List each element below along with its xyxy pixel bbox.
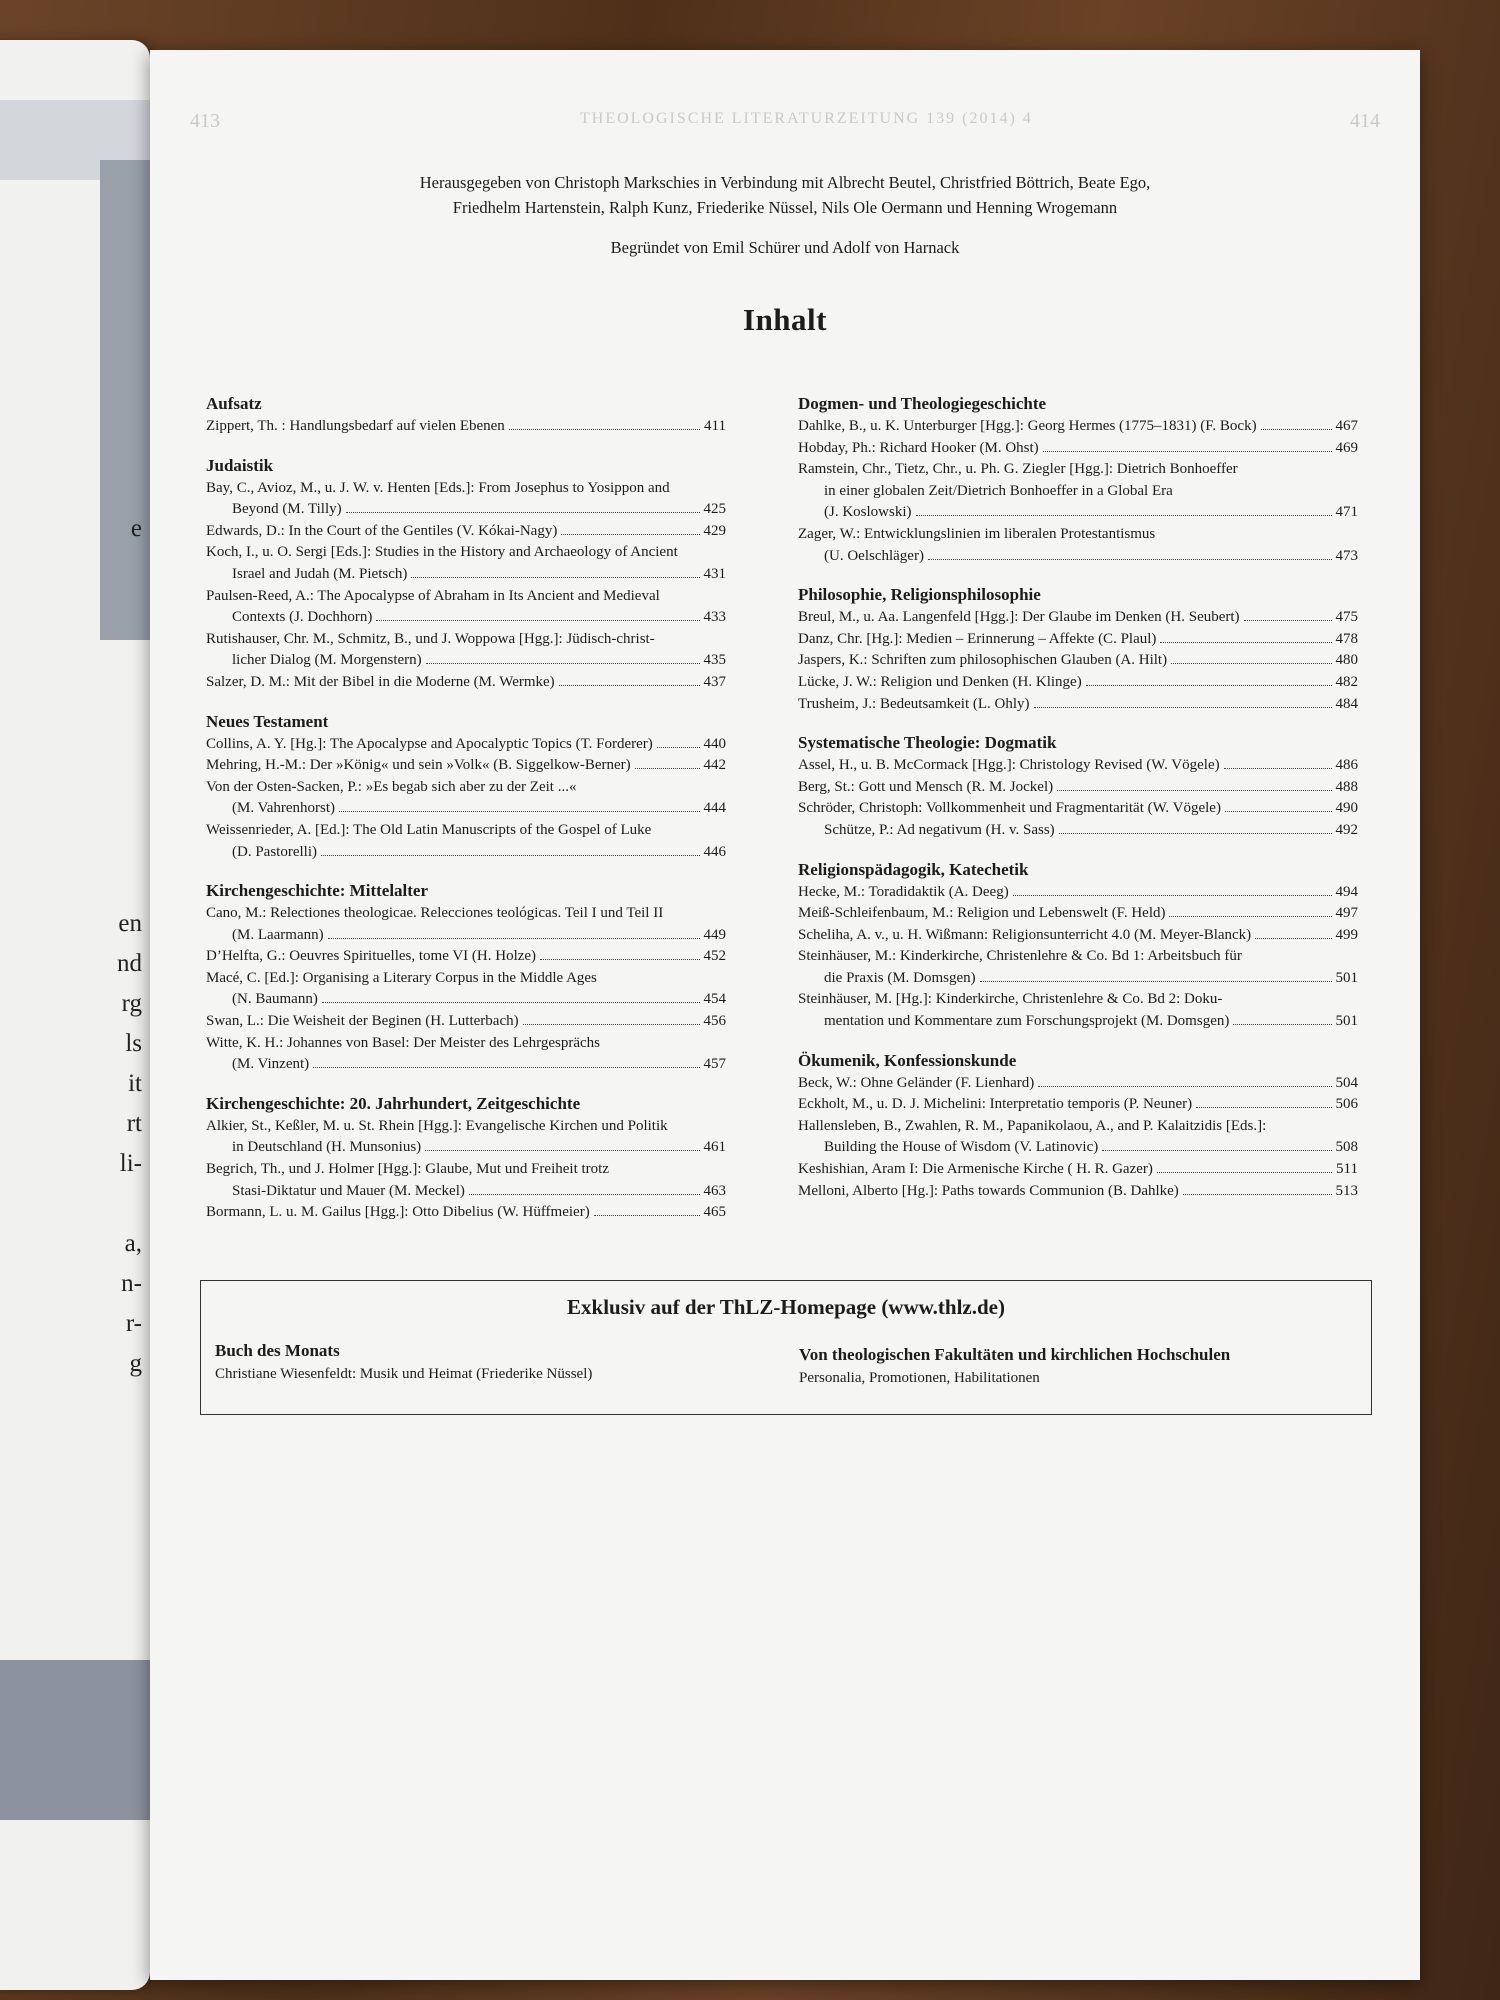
page-number: 473 — [1335, 547, 1358, 564]
dot-leader — [321, 855, 700, 856]
page-number: 471 — [1335, 504, 1358, 521]
toc-entry — [798, 1181, 1358, 1203]
toc-entry — [206, 1202, 726, 1224]
left-page-text-fragment: rt — [126, 1110, 142, 1137]
toc-entry-line — [798, 925, 1358, 947]
dot-leader — [1034, 707, 1332, 708]
left-page-gray-band — [0, 1660, 150, 1820]
dot-leader — [635, 768, 700, 769]
toc-entry-line — [206, 925, 726, 947]
toc-entry-line — [798, 755, 1358, 777]
entry-text: Breul, M., u. Aa. Langenfeld [Hgg.]: Der Glaube im Denken (H. Seubert) — [798, 609, 1240, 626]
toc-entry — [798, 820, 1358, 842]
entry-text: Hecke, M.: Toradidaktik (A. Deeg) — [798, 883, 1009, 900]
toc-entry-line — [798, 903, 1358, 925]
toc-left-column — [206, 392, 726, 1240]
page-number: 435 — [703, 652, 726, 669]
toc-entry — [206, 1033, 726, 1076]
toc-entry-line — [798, 694, 1358, 716]
exclusive-online-box — [200, 1280, 1372, 1415]
faculties-news-heading: Von theologischen Fakultäten und kirchlichen Hochschulen — [799, 1345, 1231, 1364]
page-number: 465 — [703, 1204, 726, 1221]
toc-entry-line: Paulsen-Reed, A.: The Apocalypse of Abraham in Its Ancient and Medieval — [206, 587, 660, 604]
dot-leader — [1261, 429, 1332, 430]
book-of-month-text: Christiane Wiesenfeldt: Musik und Heimat (Friederike Nüssel) — [215, 1366, 593, 1382]
toc-entry-line: Weissenrieder, A. [Ed.]: The Old Latin Manuscripts of the Gospel of Luke — [206, 821, 652, 838]
section-heading: Kirchengeschichte: Mittelalter — [206, 881, 429, 901]
toc-entry-line — [206, 564, 726, 586]
entry-text: Bormann, L. u. M. Gailus [Hgg.]: Otto Dibelius (W. Hüffmeier) — [206, 1204, 590, 1221]
dot-leader — [559, 685, 700, 686]
dot-leader — [1183, 1194, 1332, 1195]
dot-leader — [1059, 833, 1332, 834]
toc-section — [206, 454, 726, 694]
page-number: 480 — [1335, 652, 1358, 669]
dot-leader — [1057, 790, 1331, 791]
page-number: 499 — [1335, 926, 1358, 943]
dot-leader — [1013, 895, 1332, 896]
page-number: 454 — [703, 991, 726, 1008]
entry-text: Collins, A. Y. [Hg.]: The Apocalypse and Apocalyptic Topics (T. Forderer) — [206, 735, 653, 752]
page-number: 497 — [1335, 905, 1358, 922]
entry-text: (M. Vahrenhorst) — [232, 800, 336, 817]
page-number: 456 — [703, 1013, 726, 1030]
toc-entry — [206, 903, 726, 946]
page-number: 461 — [703, 1139, 726, 1156]
toc-entry-line — [798, 1159, 1358, 1181]
dot-leader — [1255, 938, 1331, 939]
toc-entry-line — [798, 629, 1358, 651]
page-number: 492 — [1335, 821, 1358, 838]
section-heading: Ökumenik, Konfessionskunde — [798, 1050, 1017, 1070]
book-of-month-heading: Buch des Monats — [215, 1341, 340, 1360]
toc-entry — [798, 438, 1358, 460]
toc-entry-line — [798, 1094, 1358, 1116]
toc-entry-line: Begrich, Th., und J. Holmer [Hgg.]: Glaube, Mut und Freiheit trotz — [206, 1161, 609, 1178]
toc-entry — [798, 416, 1358, 438]
toc-entry-line: Cano, M.: Relectiones theologicae. Relecciones teológicas. Teil I und Teil II — [206, 905, 664, 922]
entry-text: Lücke, J. W.: Religion und Denken (H. Klinge) — [798, 673, 1082, 690]
toc-entry — [206, 734, 726, 756]
entry-text: Dahlke, B., u. K. Unterburger [Hgg.]: Georg Hermes (1775–1831) (F. Bock) — [798, 418, 1257, 434]
faculties-news-text: Personalia, Promotionen, Habilitationen — [799, 1370, 1040, 1386]
page-number: 504 — [1335, 1074, 1358, 1091]
dot-leader — [411, 577, 699, 578]
toc-entry-line: in einer globalen Zeit/Dietrich Bonhoeffer in a Global Era — [824, 482, 1173, 499]
entry-text: Beyond (M. Tilly) — [232, 501, 342, 518]
toc-entry-line: Witte, K. H.: Johannes von Basel: Der Meister des Lehrgesprächs — [206, 1034, 601, 1051]
left-page-gray-band — [100, 160, 150, 640]
toc-entry — [206, 478, 726, 521]
dot-leader — [540, 959, 699, 960]
toc-entry-line: Steinhäuser, M. [Hg.]: Kinderkirche, Christenlehre & Co. Bd 2: Doku- — [798, 991, 1223, 1008]
toc-entry-line — [206, 521, 726, 543]
entry-text: (J. Koslowski) — [824, 504, 912, 521]
section-heading: Kirchengeschichte: 20. Jahrhundert, Zeitgeschichte — [206, 1093, 581, 1113]
dot-leader — [980, 981, 1332, 982]
toc-entry — [798, 798, 1358, 820]
page-number: 501 — [1335, 1013, 1358, 1030]
dot-leader — [1038, 1086, 1331, 1087]
toc-section — [798, 731, 1358, 841]
page-title: Inhalt — [743, 302, 827, 337]
entry-text: Beck, W.: Ohne Geländer (F. Lienhard) — [798, 1074, 1035, 1091]
entry-text: Schütze, P.: Ad negativum (H. v. Sass) — [824, 821, 1055, 838]
dot-leader — [469, 1194, 700, 1195]
page-number: 444 — [703, 800, 726, 817]
toc-entry — [206, 1116, 726, 1159]
dot-leader — [1196, 1107, 1331, 1108]
toc-entry-line — [206, 1011, 726, 1033]
page-number: 484 — [1335, 695, 1358, 712]
toc-entry — [798, 925, 1358, 947]
left-page-text-fragment: nd — [117, 950, 142, 977]
toc-entry-line — [798, 546, 1358, 568]
entry-text: (D. Pastorelli) — [232, 843, 317, 860]
toc-entry-line — [206, 650, 726, 672]
entry-text: Meiß-Schleifenbaum, M.: Religion und Lebenswelt (F. Held) — [798, 905, 1166, 922]
toc-entry — [798, 1073, 1358, 1095]
toc-entry-line — [798, 820, 1358, 842]
toc-entry-line: Koch, I., u. O. Sergi [Eds.]: Studies in the History and Archaeology of Ancient — [206, 544, 678, 561]
section-heading: Systematische Theologie: Dogmatik — [798, 733, 1057, 753]
toc-entry-line — [798, 438, 1358, 460]
entry-text: Swan, L.: Die Weisheit der Beginen (H. Lutterbach) — [206, 1013, 519, 1030]
section-heading: Dogmen- und Theologiegeschichte — [798, 394, 1047, 413]
entry-text: Eckholt, M., u. D. J. Michelini: Interpretatio temporis (P. Neuner) — [798, 1096, 1193, 1113]
dot-leader — [426, 663, 700, 664]
toc-entry-line — [206, 842, 726, 864]
section-heading: Judaistik — [206, 455, 274, 475]
toc-entry — [798, 882, 1358, 904]
section-heading: Aufsatz — [206, 394, 262, 413]
toc-entry-line: Von der Osten-Sacken, P.: »Es begab sich aber zu der Zeit ...« — [206, 778, 577, 795]
toc-entry-line — [206, 946, 726, 968]
toc-entry-line — [798, 416, 1358, 438]
toc-entry — [798, 607, 1358, 629]
entry-text: (U. Oelschläger) — [824, 547, 924, 564]
page-number: 490 — [1335, 800, 1358, 817]
dot-leader — [594, 1215, 700, 1216]
toc-entry — [206, 542, 726, 585]
show-through-running-header: THEOLOGISCHE LITERATURZEITUNG 139 (2014) 4 — [580, 110, 1033, 127]
dot-leader — [339, 811, 699, 812]
entry-text: Building the House of Wisdom (V. Latinovic) — [824, 1139, 1099, 1156]
founders-statement: Begründet von Emil Schürer und Adolf von Harnack — [610, 238, 960, 257]
toc-entry-line — [798, 882, 1358, 904]
toc-entry — [798, 946, 1358, 989]
entry-text: Melloni, Alberto [Hg.]: Paths towards Communion (B. Dahlke) — [798, 1182, 1179, 1199]
entry-text: Mehring, H.-M.: Der »König« und sein »Volk« (B. Siggelkow-Berner) — [206, 757, 631, 774]
toc-entry — [206, 946, 726, 968]
toc-entry-line — [798, 650, 1358, 672]
toc-entry-line: Alkier, St., Keßler, M. u. St. Rhein [Hgg.]: Evangelische Kirchen und Politik — [206, 1117, 668, 1134]
dot-leader — [1157, 1172, 1332, 1173]
toc-entry-line — [206, 989, 726, 1011]
page-number: 433 — [703, 609, 726, 626]
left-page-text-fragment: li- — [119, 1150, 142, 1177]
entry-text: Scheliha, A. v., u. H. Wißmann: Religionsunterricht 4.0 (M. Meyer-Blanck) — [798, 926, 1252, 943]
dot-leader — [1225, 811, 1332, 812]
toc-entry — [798, 989, 1358, 1032]
dot-leader — [376, 620, 699, 621]
toc-entry-line: Steinhäuser, M.: Kinderkirche, Christenlehre & Co. Bd 1: Arbeitsbuch für — [798, 948, 1242, 965]
dot-leader — [1169, 916, 1331, 917]
dot-leader — [328, 938, 700, 939]
page-number: 486 — [1335, 757, 1358, 774]
toc-entry — [206, 777, 726, 820]
toc-entry — [798, 459, 1358, 524]
toc-entry-line: Rutishauser, Chr. M., Schmitz, B., und J. Woppowa [Hgg.]: Jüdisch-christ- — [206, 630, 655, 647]
toc-entry-line — [206, 416, 726, 438]
page-number: 506 — [1335, 1096, 1358, 1113]
editors-line: Herausgegeben von Christoph Markschies in Verbindung mit Albrecht Beutel, Christfried Böttrich, Beate Ego, — [419, 173, 1151, 192]
toc-entry — [798, 524, 1358, 567]
show-through-page-number: 413 — [190, 110, 220, 132]
dot-leader — [346, 512, 700, 513]
page-number: 429 — [703, 522, 726, 539]
left-page-text-fragment: it — [128, 1070, 142, 1097]
toc-entry — [798, 903, 1358, 925]
left-page-text-fragment: n- — [121, 1270, 142, 1297]
entry-text: die Praxis (M. Domsgen) — [824, 969, 976, 986]
dot-leader — [1086, 685, 1332, 686]
page-number: 440 — [703, 735, 726, 752]
toc-section — [206, 879, 726, 1076]
toc-entry — [206, 416, 726, 438]
toc-right-column — [798, 392, 1358, 1218]
toc-entry-line — [798, 1137, 1358, 1159]
entry-text: licher Dialog (M. Morgenstern) — [232, 652, 422, 669]
entry-text: D’Helfta, G.: Oeuvres Spirituelles, tome VI (H. Holze) — [206, 948, 537, 965]
toc-entry-line — [206, 1137, 726, 1159]
page-number: 463 — [703, 1182, 726, 1199]
toc-section — [798, 1049, 1358, 1203]
dot-leader — [657, 747, 700, 748]
page-number: 469 — [1335, 439, 1358, 456]
dot-leader — [1233, 1024, 1331, 1025]
entry-text: Assel, H., u. B. McCormack [Hgg.]: Christology Revised (W. Vögele) — [798, 757, 1220, 774]
toc-entry-line: Macé, C. [Ed.]: Organising a Literary Corpus in the Middle Ages — [206, 969, 597, 986]
page-number: 425 — [703, 501, 726, 518]
page-number: 446 — [703, 843, 726, 860]
page-number: 467 — [1335, 418, 1358, 434]
toc-section — [798, 858, 1358, 1033]
page-number: 508 — [1335, 1139, 1358, 1156]
entry-text: Schröder, Christoph: Vollkommenheit und Fragmentarität (W. Vögele) — [798, 800, 1221, 817]
toc-section — [206, 1092, 726, 1224]
toc-page — [150, 50, 1420, 1980]
toc-entry — [206, 1159, 726, 1202]
toc-entry — [206, 586, 726, 629]
toc-entry — [798, 629, 1358, 651]
entry-text: Danz, Chr. [Hg.]: Medien – Erinnerung – Affekte (C. Plaul) — [798, 630, 1157, 647]
toc-entry-line — [206, 798, 726, 820]
left-page-text-fragment: en — [118, 910, 142, 937]
toc-entry-line — [206, 734, 726, 756]
toc-entry — [798, 755, 1358, 777]
entry-text: Stasi-Diktatur und Mauer (M. Meckel) — [232, 1182, 465, 1199]
toc-entry-line: Zager, W.: Entwicklungslinien im liberalen Protestantismus — [798, 525, 1156, 542]
page-number: 449 — [703, 926, 726, 943]
toc-entry-line — [798, 672, 1358, 694]
toc-entry-line: Hallensleben, B., Zwahlen, R. M., Papanikolaou, A., and P. Kalaitzidis [Eds.]: — [798, 1117, 1267, 1134]
dot-leader — [1224, 768, 1332, 769]
dot-leader — [1160, 642, 1331, 643]
page-number: 513 — [1335, 1182, 1358, 1199]
dot-leader — [1043, 451, 1332, 452]
dot-leader — [322, 1002, 700, 1003]
page-number: 457 — [703, 1056, 726, 1073]
left-page-text-fragment: g — [129, 1350, 142, 1377]
toc-entry-line — [798, 1181, 1358, 1203]
toc-entry-line — [798, 1011, 1358, 1033]
left-page-text-fragment: a, — [124, 1230, 142, 1257]
entry-text: Israel and Judah (M. Pietsch) — [232, 565, 408, 582]
left-page-text-fragment: r- — [125, 1310, 142, 1337]
box-title: Exklusiv auf der ThLZ-Homepage (www.thlz.de) — [567, 1295, 1005, 1319]
toc-entry-line — [206, 755, 726, 777]
toc-entry-line — [798, 968, 1358, 990]
dot-leader — [425, 1150, 699, 1151]
toc-entry — [206, 629, 726, 672]
toc-entry-line — [798, 1073, 1358, 1095]
dot-leader — [523, 1024, 700, 1025]
page-number: 452 — [703, 948, 726, 965]
dot-leader — [313, 1067, 699, 1068]
entry-text: (N. Baumann) — [232, 991, 318, 1008]
toc-entry — [798, 1116, 1358, 1159]
entry-text: Hobday, Ph.: Richard Hooker (M. Ohst) — [798, 439, 1039, 456]
toc-section — [798, 392, 1358, 567]
toc-entry-line — [206, 607, 726, 629]
toc-section — [798, 583, 1358, 715]
dot-leader — [1171, 663, 1331, 664]
left-page-text-fragment: rg — [121, 990, 142, 1017]
toc-entry — [798, 650, 1358, 672]
section-heading: Philosophie, Religionsphilosophie — [798, 585, 1041, 605]
toc-entry-line — [206, 1181, 726, 1203]
toc-entry-line: Ramstein, Chr., Tietz, Chr., u. Ph. G. Ziegler [Hgg.]: Dietrich Bonhoeffer — [798, 461, 1238, 478]
toc-section — [206, 710, 726, 864]
toc-entry-line — [798, 777, 1358, 799]
entry-text: Contexts (J. Dochhorn) — [232, 609, 373, 626]
editors-statement — [280, 170, 1290, 220]
entry-text: Keshishian, Aram I: Die Armenische Kirche ( H. R. Gazer) — [798, 1161, 1153, 1178]
dot-leader — [1244, 620, 1332, 621]
entry-text: Zippert, Th. : Handlungsbedarf auf vielen Ebenen — [206, 418, 505, 434]
toc-entry — [206, 521, 726, 543]
left-page-text-fragment: e — [130, 515, 142, 542]
page-number: 511 — [1336, 1161, 1358, 1178]
toc-entry-line — [206, 1202, 726, 1224]
entry-text: Trusheim, J.: Bedeutsamkeit (L. Ohly) — [798, 695, 1030, 712]
page-number: 442 — [703, 757, 726, 774]
dot-leader — [509, 429, 700, 430]
page-number: 501 — [1335, 969, 1358, 986]
toc-entry-line: Bay, C., Avioz, M., u. J. W. v. Henten [Eds.]: From Josephus to Yosippon and — [206, 479, 670, 496]
toc-entry — [798, 777, 1358, 799]
toc-entry — [206, 1011, 726, 1033]
page-number: 437 — [703, 673, 726, 690]
toc-entry-line — [206, 672, 726, 694]
page-number: 482 — [1335, 673, 1358, 690]
adjacent-booklet-page — [0, 40, 150, 1990]
toc-entry-line — [798, 798, 1358, 820]
entry-text: mentation und Kommentare zum Forschungsprojekt (M. Domsgen) — [824, 1013, 1230, 1030]
entry-text: (M. Laarmann) — [232, 926, 324, 943]
dot-leader — [916, 515, 1332, 516]
dot-leader — [561, 534, 699, 535]
page-number: 411 — [704, 418, 726, 434]
toc-entry-line — [798, 607, 1358, 629]
entry-text: in Deutschland (H. Munsonius) — [232, 1139, 422, 1156]
section-heading: Neues Testament — [206, 711, 329, 731]
page-number: 431 — [703, 565, 726, 582]
toc-entry — [798, 1159, 1358, 1181]
toc-entry — [206, 672, 726, 694]
book-of-month — [215, 1339, 592, 1385]
toc-entry-line — [206, 1054, 726, 1076]
toc-entry — [206, 820, 726, 863]
entry-text: Jaspers, K.: Schriften zum philosophischen Glauben (A. Hilt) — [798, 652, 1168, 669]
section-heading: Religionspädagogik, Katechetik — [798, 859, 1029, 879]
page-number: 475 — [1335, 609, 1358, 626]
page-number: 488 — [1335, 778, 1358, 795]
toc-section — [206, 392, 726, 438]
page-number: 478 — [1335, 630, 1358, 647]
toc-entry — [206, 968, 726, 1011]
dot-leader — [928, 559, 1332, 560]
toc-entry — [798, 694, 1358, 716]
toc-entry-line — [206, 499, 726, 521]
entry-text: Salzer, D. M.: Mit der Bibel in die Moderne (M. Wermke) — [206, 673, 555, 690]
left-page-text-fragment: ls — [125, 1030, 142, 1057]
show-through-page-number: 414 — [1350, 110, 1380, 132]
editors-line: Friedhelm Hartenstein, Ralph Kunz, Friederike Nüssel, Nils Ole Oermann und Henning Wrogemann — [452, 198, 1118, 217]
toc-entry — [206, 755, 726, 777]
toc-entry — [798, 672, 1358, 694]
page-number: 494 — [1335, 883, 1358, 900]
dot-leader — [1102, 1150, 1331, 1151]
toc-entry-line — [798, 502, 1358, 524]
faculties-news — [799, 1343, 1230, 1389]
entry-text: (M. Vinzent) — [232, 1056, 310, 1073]
entry-text: Berg, St.: Gott und Mensch (R. M. Jockel) — [798, 778, 1054, 795]
entry-text: Edwards, D.: In the Court of the Gentiles (V. Kókai-Nagy) — [206, 522, 558, 539]
toc-entry — [798, 1094, 1358, 1116]
